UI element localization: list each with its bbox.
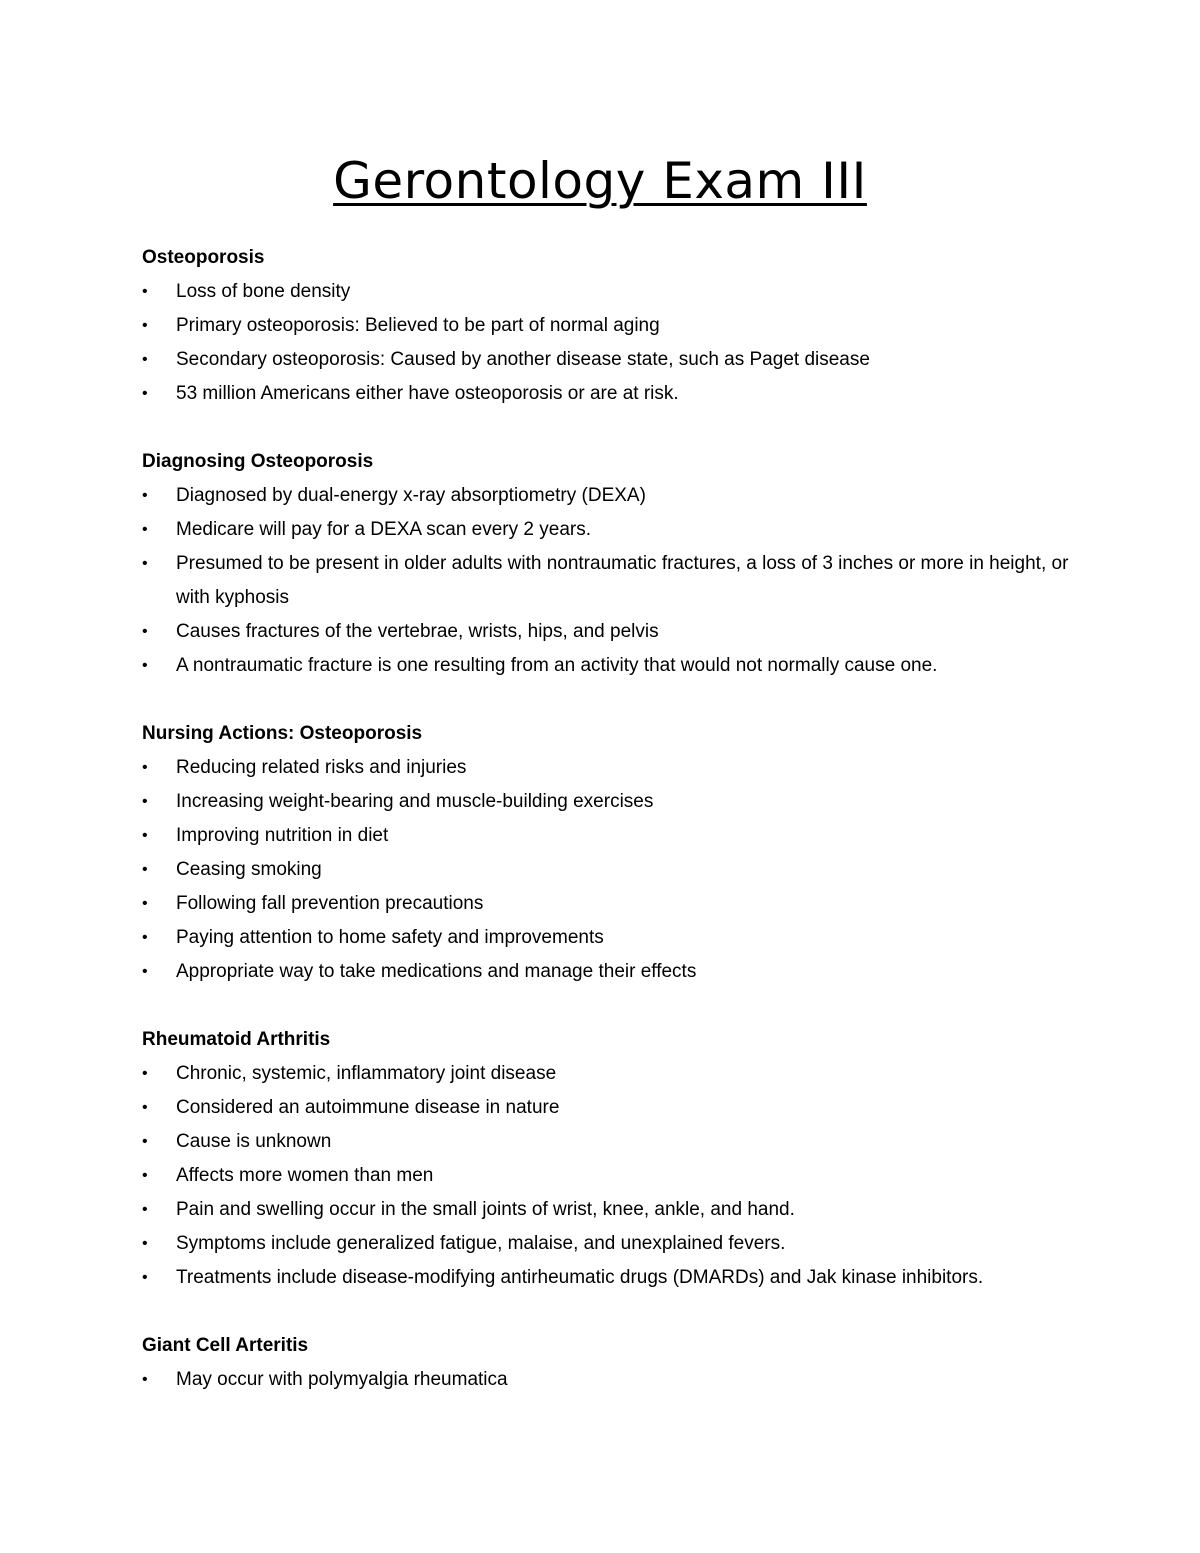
bullet-list [142,751,1072,989]
bullet-icon: • [142,623,148,640]
document-title-text: Gerontology Exam III [333,152,867,210]
bullet-item [142,853,1072,887]
bullet-text: Ceasing smoking [176,859,322,880]
bullet-text: Primary osteoporosis: Believed to be part of normal aging [176,315,660,336]
bullet-item [142,309,1072,343]
bullet-item [142,1227,1072,1261]
bullet-text: Treatments include disease-modifying antirheumatic drugs (DMARDs) and Jak kinase inhibitors. [176,1267,984,1288]
bullet-icon: • [142,759,148,776]
bullet-item [142,547,1072,615]
bullet-icon: • [142,827,148,844]
bullet-text: Reducing related risks and injuries [176,757,467,778]
bullet-text: Pain and swelling occur in the small joints of wrist, knee, ankle, and hand. [176,1199,795,1220]
bullet-text: Cause is unknown [176,1131,332,1152]
bullet-item [142,785,1072,819]
bullet-icon: • [142,1065,148,1082]
bullet-item [142,615,1072,649]
bullet-text: Medicare will pay for a DEXA scan every 2 years. [176,519,592,540]
bullet-list [142,275,1072,411]
bullet-icon: • [142,317,148,334]
bullet-item [142,1193,1072,1227]
bullet-icon: • [142,283,148,300]
bullet-item [142,1057,1072,1091]
bullet-icon: • [142,1133,148,1150]
bullet-text: Symptoms include generalized fatigue, malaise, and unexplained fevers. [176,1233,786,1254]
bullet-text: Causes fractures of the vertebrae, wrists, hips, and pelvis [176,621,659,642]
bullet-item [142,275,1072,309]
bullet-text: A nontraumatic fracture is one resulting from an activity that would not normally cause one. [176,655,938,676]
bullet-list [142,1363,1072,1397]
bullet-item [142,887,1072,921]
bullet-text: Presumed to be present in older adults with nontraumatic fractures, a loss of 3 inches or more in height, or with kyphosis [176,553,1069,608]
bullet-item [142,1125,1072,1159]
bullet-item [142,1091,1072,1125]
bullet-list [142,479,1072,683]
bullet-item [142,377,1072,411]
bullet-item [142,1159,1072,1193]
bullet-item [142,955,1072,989]
document-title [0,150,1200,212]
section [142,445,1072,683]
bullet-icon: • [142,793,148,810]
bullet-icon: • [142,963,148,980]
bullet-text: Loss of bone density [176,281,351,302]
section [142,1329,1072,1397]
bullet-item [142,513,1072,547]
bullet-text: Affects more women than men [176,1165,434,1186]
bullet-item [142,819,1072,853]
section-heading: Osteoporosis [142,247,265,268]
bullet-list [142,1057,1072,1295]
section-heading: Diagnosing Osteoporosis [142,451,374,472]
bullet-icon: • [142,657,148,674]
bullet-icon: • [142,1371,148,1388]
bullet-icon: • [142,555,148,572]
bullet-icon: • [142,1099,148,1116]
bullet-text: Secondary osteoporosis: Caused by another disease state, such as Paget disease [176,349,870,370]
bullet-text: 53 million Americans either have osteoporosis or are at risk. [176,383,679,404]
bullet-text: Following fall prevention precautions [176,893,484,914]
bullet-text: Improving nutrition in diet [176,825,389,846]
bullet-icon: • [142,929,148,946]
bullet-icon: • [142,487,148,504]
bullet-icon: • [142,1167,148,1184]
document-body [142,241,1072,1431]
bullet-item [142,1363,1072,1397]
section [142,717,1072,989]
section-heading: Nursing Actions: Osteoporosis [142,723,423,744]
bullet-item [142,751,1072,785]
bullet-icon: • [142,895,148,912]
section-heading: Giant Cell Arteritis [142,1335,309,1356]
bullet-item [142,649,1072,683]
bullet-text: May occur with polymyalgia rheumatica [176,1369,508,1390]
bullet-icon: • [142,351,148,368]
bullet-item [142,1261,1072,1295]
bullet-icon: • [142,1201,148,1218]
bullet-icon: • [142,861,148,878]
bullet-icon: • [142,385,148,402]
bullet-text: Appropriate way to take medications and manage their effects [176,961,697,982]
bullet-icon: • [142,521,148,538]
bullet-text: Increasing weight-bearing and muscle-building exercises [176,791,654,812]
bullet-text: Considered an autoimmune disease in nature [176,1097,560,1118]
section [142,1023,1072,1295]
section-heading: Rheumatoid Arthritis [142,1029,331,1050]
bullet-item [142,921,1072,955]
bullet-item [142,343,1072,377]
bullet-icon: • [142,1269,148,1286]
bullet-text: Chronic, systemic, inflammatory joint disease [176,1063,557,1084]
bullet-text: Diagnosed by dual-energy x-ray absorptiometry (DEXA) [176,485,646,506]
section [142,241,1072,411]
bullet-text: Paying attention to home safety and improvements [176,927,604,948]
bullet-item [142,479,1072,513]
bullet-icon: • [142,1235,148,1252]
